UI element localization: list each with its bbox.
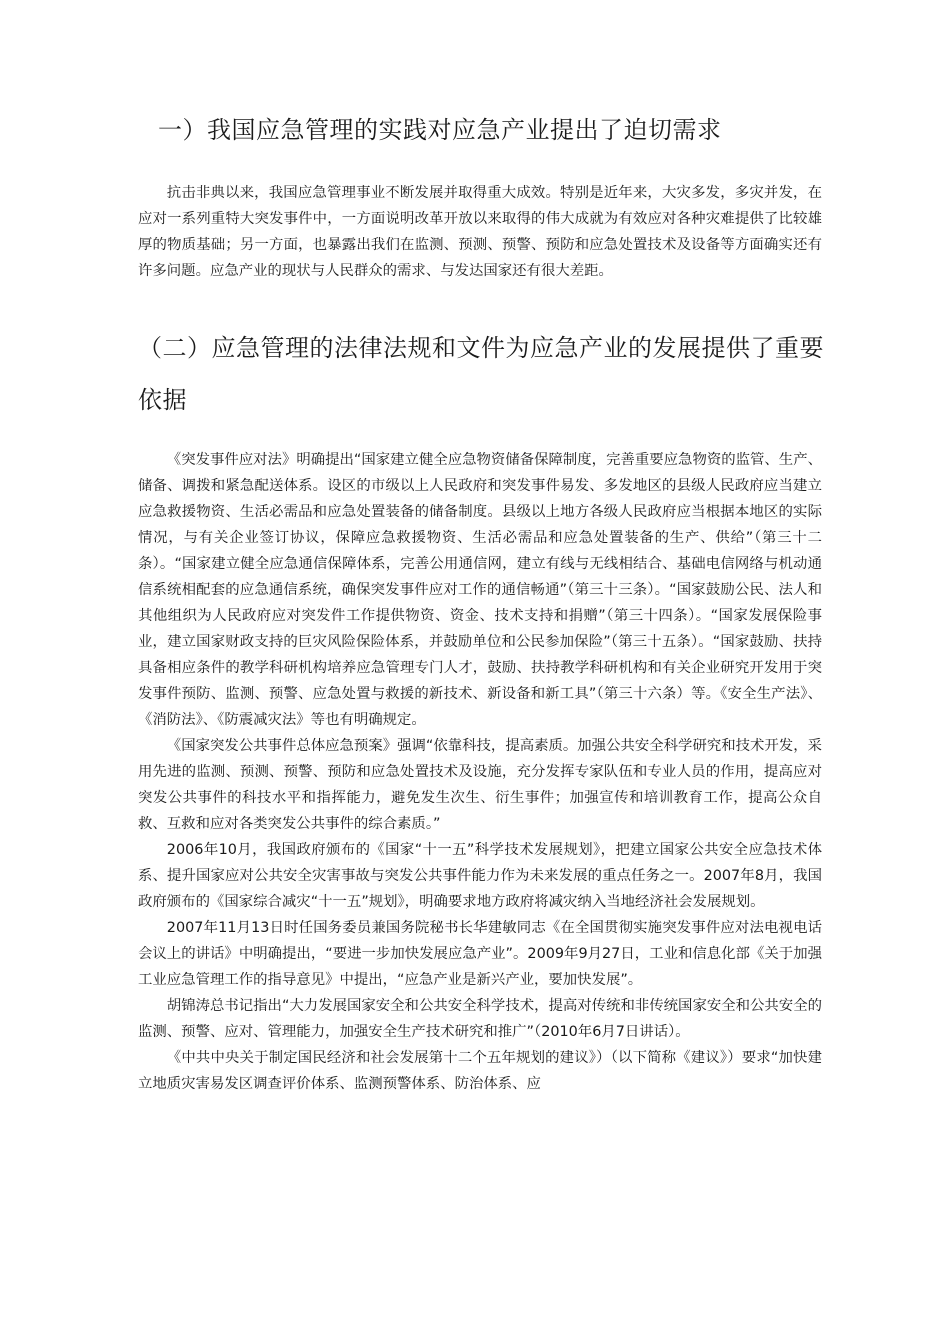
section-heading-1: 一）我国应急管理的实践对应急产业提出了迫切需求 (158, 116, 722, 144)
section-1-body (138, 180, 822, 284)
paragraph: 《突发事件应对法》明确提出“国家建立健全应急物资储备保障制度，完善重要应急物资的监管、生产、储备、调拨和紧急配送体系。设区的市级以上人民政府和突发事件易发、多发地区的县级人民政府应当建立应急救援物资、生活必需品和应急处置装备的储备制度。县级以上地方各级人民政府应当根据本地区的实际情况，与有关企业签订协议，保障应急救援物资、生活必需品和应急处置装备的生产、供给”（第三十二条）。“国家建立健全应急通信保障体系，完善公用通信网，建立有线与无线相结合、基础电信网络与机动通信系统相配套的应急通信系统，确保突发事件应对工作的通信畅通”（第三十三条）。“国家鼓励公民、法人和其他组织为人民政府应对突发件工作提供物资、资金、技术支持和捐赠”（第三十四条）。“国家发展保险事业，建立国家财政支持的巨灾风险保险体系，并鼓励单位和公民参加保险”（第三十五条）。“国家鼓励、扶持具备相应条件的教学科研机构培养应急管理专门人才，鼓励、扶持教学科研机构和有关企业研究开发用于突发事件预防、监测、预警、应急处置与救援的新技术、新设备和新工具”（第三十六条）等。《安全生产法》、《消防法》、《防震减灾法》等也有明确规定。 (138, 452, 822, 728)
section-2-body (138, 447, 822, 1097)
paragraph: 《中共中央关于制定国民经济和社会发展第十二个五年规划的建议》）（以下简称《建议》）要求“加快建立地质灾害易发区调查评价体系、监测预警体系、防治体系、应 (138, 1050, 822, 1092)
paragraph: 胡锦涛总书记指出“大力发展国家安全和公共安全科学技术，提高对传统和非传统国家安全和公共安全的监测、预警、应对、管理能力，加强安全生产技术研究和推广”（2010年6月7日讲话）。 (138, 998, 822, 1040)
paragraph: 2007年11月13日时任国务委员兼国务院秘书长华建敏同志《在全国贯彻实施突发事件应对法电视电话会议上的讲话》中明确提出，“要进一步加快发展应急产业”。2009年9月27日，工业和信息化部《关于加强工业应急管理工作的指导意见》中提出，“应急产业是新兴产业，要加快发展”。 (138, 920, 822, 988)
paragraph: 抗击非典以来，我国应急管理事业不断发展并取得重大成效。特别是近年来，大灾多发，多灾并发，在应对一系列重特大突发事件中，一方面说明改革开放以来取得的伟大成就为有效应对各种灾难提供了比较雄厚的物质基础；另一方面，也暴露出我们在监测、预测、预警、预防和应急处置技术及设备等方面确实还有许多问题。应急产业的现状与人民群众的需求、与发达国家还有很大差距。 (138, 185, 822, 279)
paragraph: 《国家突发公共事件总体应急预案》强调“依靠科技，提高素质。加强公共安全科学研究和技术开发，采用先进的监测、预测、预警、预防和应急处置技术及设施，充分发挥专家队伍和专业人员的作用，提高应对突发公共事件的科技水平和指挥能力，避免发生次生、衍生事件；加强宣传和培训教育工作，提高公众自救、互救和应对各类突发公共事件的综合素质。” (138, 738, 822, 832)
paragraph: 2006年10月，我国政府颁布的《国家“十一五”科学技术发展规划》，把建立国家公共安全应急技术体系、提升国家应对公共安全灾害事故与突发公共事件能力作为未来发展的重点任务之一。2007年8月，我国政府颁布的《国家综合减灾“十一五”规划》，明确要求地方政府将减灾纳入当地经济社会发展规划。 (138, 842, 822, 910)
section-heading-2: （二）应急管理的法律法规和文件为应急产业的发展提供了重要依据 (138, 334, 824, 414)
